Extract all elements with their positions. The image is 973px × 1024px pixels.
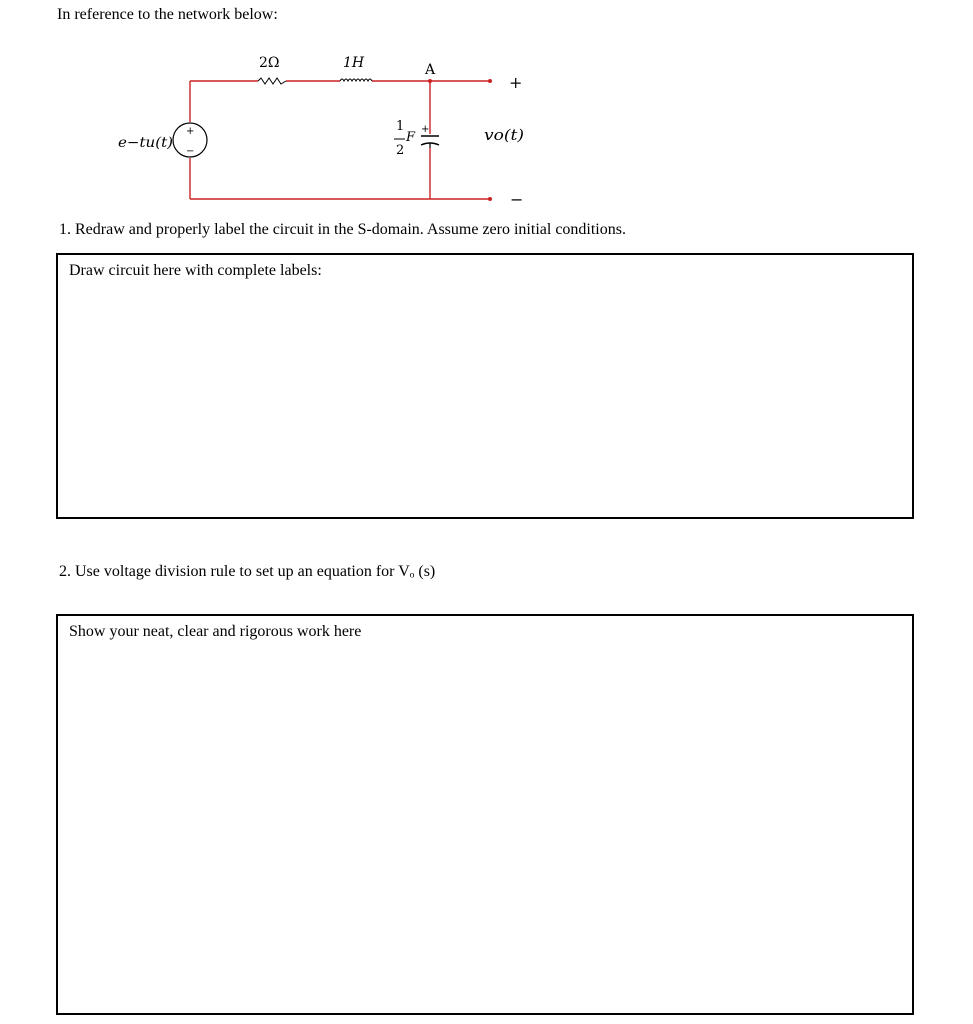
output-bottom-dot	[488, 197, 492, 201]
source-minus: −	[186, 146, 195, 157]
output-minus: −	[510, 190, 524, 209]
question-1-text: 1. Redraw and properly label the circuit in the S-domain. Assume zero initial conditions.	[59, 221, 626, 238]
capacitor-unit: F	[406, 130, 416, 145]
output-top-dot	[488, 79, 492, 83]
capacitor-denominator: 2	[396, 143, 405, 158]
node-label-a: A	[425, 62, 436, 78]
answer-box-work-label: Show your neat, clear and rigorous work here	[69, 623, 362, 640]
inductor-label: 1H	[343, 55, 365, 71]
source-label-text: e−tu(t)	[118, 135, 173, 151]
resistor-label: 2Ω	[259, 55, 280, 71]
circuit-diagram	[0, 40, 600, 220]
inductor-symbol	[340, 79, 372, 81]
question-2-text: 2. Use voltage division rule to set up an equation for Vₒ (s)	[59, 563, 436, 580]
capacitor-plus: +	[421, 124, 430, 135]
answer-box-work[interactable]	[56, 614, 914, 1015]
output-voltage-label: vo(t)	[484, 126, 525, 144]
intro-text: In reference to the network below:	[57, 6, 278, 23]
capacitor-numerator: 1	[396, 119, 405, 134]
source-label	[118, 135, 173, 151]
source-plus: +	[186, 126, 195, 137]
answer-box-circuit-label: Draw circuit here with complete labels:	[69, 262, 322, 279]
node-a-dot	[428, 79, 432, 83]
output-plus: +	[509, 73, 523, 92]
answer-box-circuit[interactable]	[56, 253, 914, 519]
resistor-symbol	[258, 78, 286, 84]
